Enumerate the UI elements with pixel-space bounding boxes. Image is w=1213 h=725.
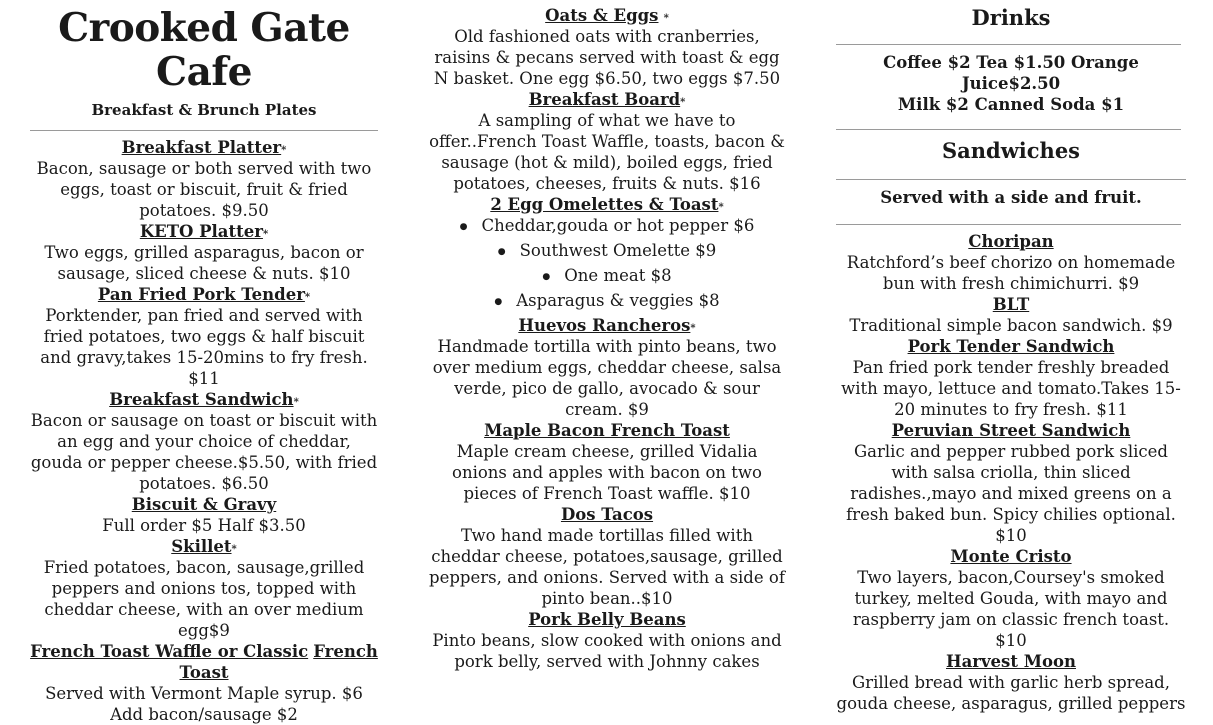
list-item: ● One meat $8 <box>429 265 785 290</box>
menu-item-title: Pork Tender Sandwich <box>907 337 1115 356</box>
menu-item <box>429 609 785 672</box>
menu-item <box>30 494 378 536</box>
star-marker: * <box>231 544 237 555</box>
menu-item-description: Bacon or sausage on toast or biscuit with an egg and your choice of cheddar, gouda or pepper cheese.$5.50, with fried potatoes. $6.50 <box>30 411 378 493</box>
star-marker: * <box>304 292 311 303</box>
menu-item-description: Grilled bread with garlic herb spread, gouda cheese, asparagus, grilled peppers <box>836 673 1186 713</box>
menu-item-description: Bacon, sausage or both served with two eggs, toast or biscuit, fruit & fried potatoes. $9.50 <box>36 159 372 220</box>
menu-item-description: Two eggs, grilled asparagus, bacon or sausage, sliced cheese & nuts. $10 <box>44 243 364 283</box>
list-item: ● Asparagus & veggies $8 <box>429 290 785 315</box>
menu-item <box>30 221 378 284</box>
menu-item <box>836 336 1186 420</box>
menu-item-description: Pan fried pork tender freshly breaded with mayo, lettuce and tomato.Takes 15-20 minutes to fry fresh. $11 <box>841 358 1181 419</box>
omelette-options-list <box>429 215 785 315</box>
drinks-prices: Milk $2 Canned Soda $1 <box>897 95 1125 114</box>
menu-item-title: Pan Fried Pork Tender <box>97 285 305 304</box>
menu-item <box>429 89 785 194</box>
menu-item-title: Dos Tacos <box>560 505 654 524</box>
menu-item-description: Two hand made tortillas filled with cheddar cheese, potatoes,sausage, grilled peppers, and onions. Served with a side of pinto bean..$10 <box>429 526 785 608</box>
star-marker: * <box>690 323 696 334</box>
star-marker: * <box>262 229 269 240</box>
menu-item <box>30 536 378 641</box>
menu-item-description: Porktender, pan fried and served with fried potatoes, two eggs & half biscuit and gravy,takes 15-20mins to fry fresh. $11 <box>40 306 368 388</box>
divider <box>836 224 1181 225</box>
menu-item <box>429 504 785 609</box>
drinks-heading: Drinks <box>971 5 1051 30</box>
menu-item-description: Served with Vermont Maple syrup. $6 Add bacon/sausage $2 <box>45 684 363 724</box>
menu-item <box>30 641 378 725</box>
menu-item-title: BLT <box>992 295 1030 314</box>
served-note: Served with a side and fruit. <box>880 188 1142 207</box>
menu-item-title: Skillet <box>171 537 232 556</box>
star-marker: * <box>680 97 686 108</box>
list-item: ● Cheddar,gouda or hot pepper $6 <box>429 215 785 240</box>
menu-column-breakfast <box>30 0 378 725</box>
star-marker: * <box>281 145 287 156</box>
menu-item <box>30 284 378 389</box>
menu-item-title: KETO Platter <box>139 222 263 241</box>
menu-item <box>836 651 1186 714</box>
menu-item-title: Breakfast Sandwich <box>109 390 294 409</box>
menu-item-description: Traditional simple bacon sandwich. $9 <box>849 316 1173 335</box>
menu-item-description: Maple cream cheese, grilled Vidalia onions and apples with bacon on two pieces of French Toast waffle. $10 <box>452 442 762 503</box>
menu-item-title: Choripan <box>968 232 1054 251</box>
menu-item-title: Monte Cristo <box>950 547 1072 566</box>
menu-item <box>836 420 1186 546</box>
menu-item <box>429 315 785 420</box>
menu-item-title: Breakfast Platter <box>121 138 282 157</box>
menu-item <box>429 420 785 504</box>
menu-item-description: Garlic and pepper rubbed pork sliced with salsa criolla, thin sliced radishes.,mayo and mixed greens on a fresh baked bun. Spicy chilies optional. $10 <box>846 442 1176 545</box>
divider <box>836 129 1181 130</box>
menu-item <box>836 231 1186 294</box>
menu-item-title: Biscuit & Gravy <box>131 495 277 514</box>
menu-item <box>429 194 785 315</box>
menu-column-drinks-sandwiches <box>836 0 1186 714</box>
menu-item-title-continued: French Toast <box>179 642 378 682</box>
menu-item-description: Fried potatoes, bacon, sausage,grilled peppers and onions tos, topped with cheddar cheese, with an over medium egg$9 <box>43 558 365 640</box>
menu-item-title: Peruvian Street Sandwich <box>891 421 1131 440</box>
star-marker: * <box>718 202 724 213</box>
menu-item-title: French Toast Waffle or Classic <box>30 642 309 661</box>
menu-subtitle: Breakfast & Brunch Plates <box>91 101 317 119</box>
menu-item-title: Maple Bacon French Toast <box>484 421 730 440</box>
menu-item-description: Old fashioned oats with cranberries, raisins & pecans served with toast & egg N basket. One egg $6.50, two eggs $7.50 <box>433 27 781 88</box>
menu-item-description: Ratchford’s beef chorizo on homemade bun with fresh chimichurri. $9 <box>846 253 1176 293</box>
menu-item-title: Oats & Eggs <box>545 6 659 25</box>
divider <box>836 179 1186 180</box>
menu-item <box>836 294 1186 336</box>
menu-item <box>429 5 785 89</box>
menu-item <box>30 389 378 494</box>
menu-item-description: Handmade tortilla with pinto beans, two over medium eggs, cheddar cheese, salsa verde, pico de gallo, avocado & sour cream. $9 <box>432 337 782 419</box>
menu-item-description: A sampling of what we have to offer..French Toast Waffle, toasts, bacon & sausage (hot & mild), boiled eggs, fried potatoes, cheeses, fruits & nuts. $16 <box>429 111 785 193</box>
sandwiches-heading: Sandwiches <box>941 138 1081 163</box>
menu-item-title: Harvest Moon <box>946 652 1076 671</box>
menu-item-title: Breakfast Board <box>528 90 681 109</box>
menu-item-title: Huevos Rancheros <box>518 316 691 335</box>
menu-item-title: 2 Egg Omelettes & Toast <box>490 195 719 214</box>
drinks-prices: Coffee $2 Tea $1.50 Orange Juice$2.50 <box>883 53 1139 93</box>
divider <box>30 130 378 131</box>
divider <box>836 44 1181 45</box>
menu-item <box>30 137 378 221</box>
menu-column-breakfast-continued <box>429 0 785 672</box>
menu-item-description: Full order $5 Half $3.50 <box>102 516 306 535</box>
star-marker: * <box>663 13 669 24</box>
list-item: ● Southwest Omelette $9 <box>429 240 785 265</box>
cafe-title: Crooked Gate Cafe <box>58 5 350 95</box>
menu-item-title: Pork Belly Beans <box>528 610 686 629</box>
menu-item <box>836 546 1186 651</box>
star-marker: * <box>293 397 299 408</box>
menu-item-description: Two layers, bacon,Coursey's smoked turkey, melted Gouda, with mayo and raspberry jam on classic french toast. $10 <box>852 568 1170 650</box>
menu-item-description: Pinto beans, slow cooked with onions and pork belly, served with Johnny cakes <box>432 631 782 671</box>
